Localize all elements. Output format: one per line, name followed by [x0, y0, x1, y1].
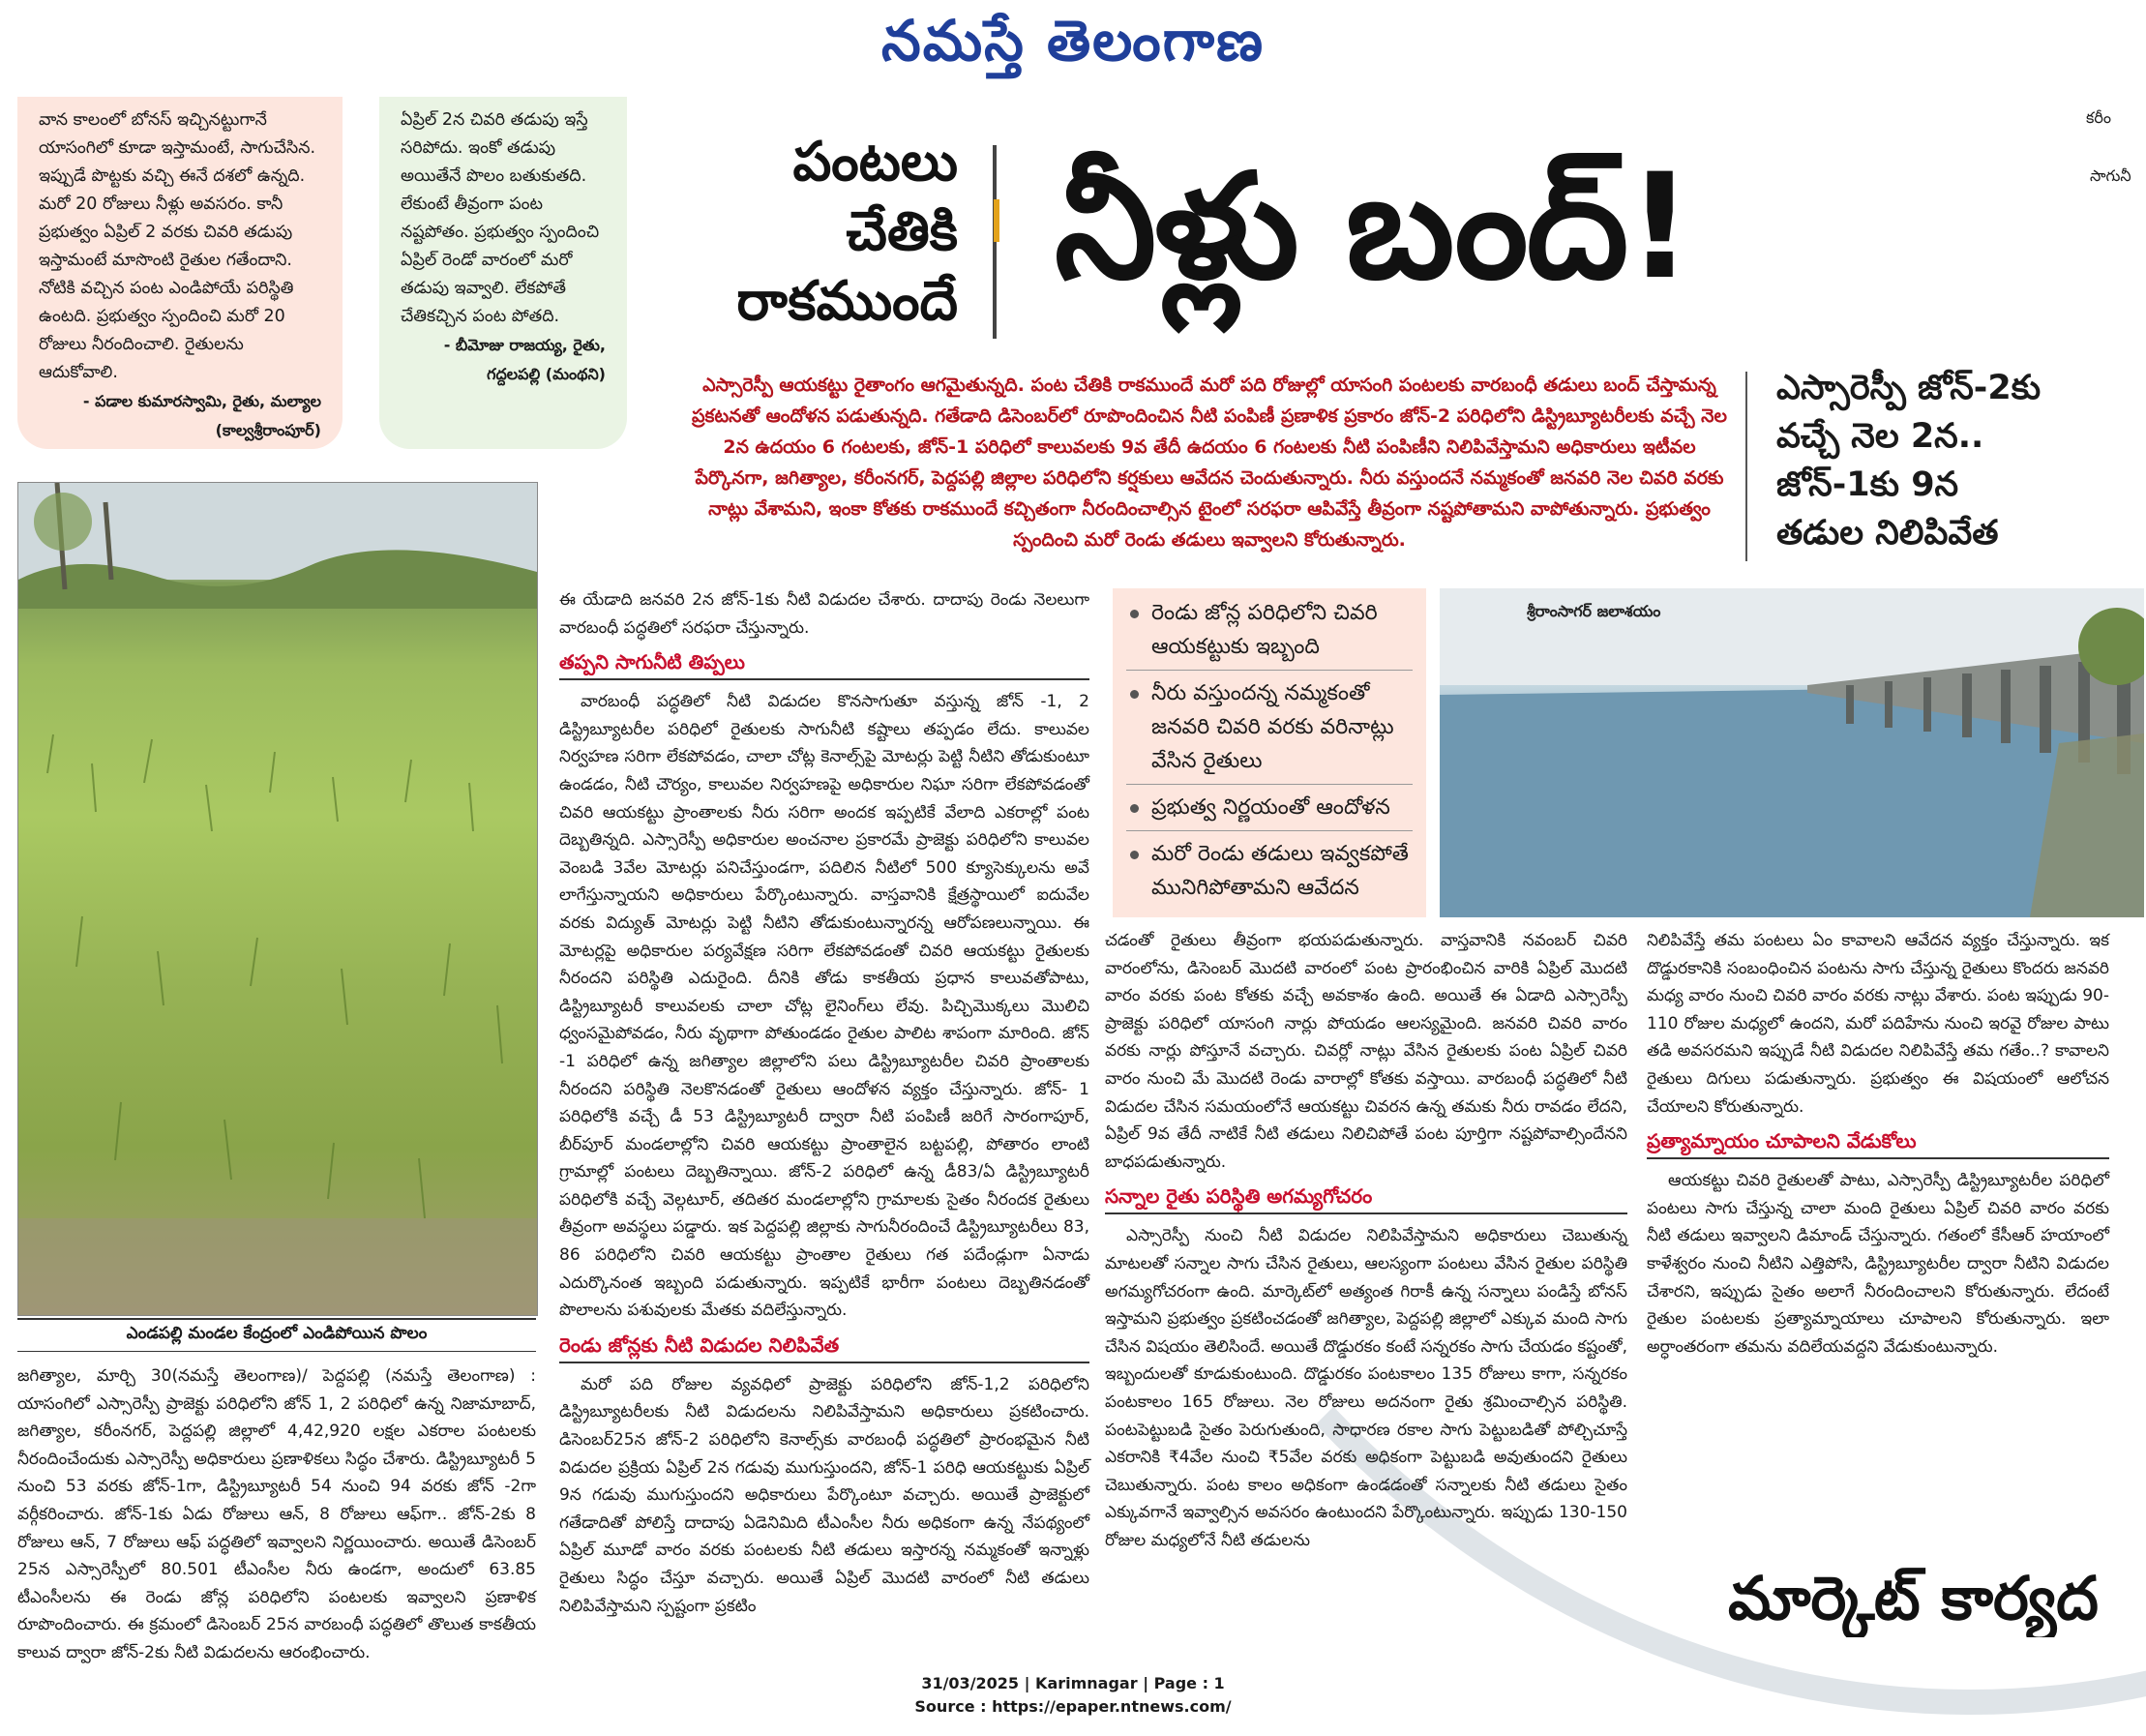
- subheading: తప్పని సాగునీటి తిప్పలు: [559, 647, 1089, 680]
- photo-caption: ఎండపల్లి మండల కేంద్రంలో ఎండిపోయిన పొలం: [17, 1318, 536, 1352]
- subheading: ప్రత్యామ్నాయం చూపాలని వేడుకోలు: [1647, 1126, 2109, 1159]
- farmer-quote-left: [17, 97, 343, 449]
- headline-kicker: [648, 128, 958, 337]
- side-headline: [1776, 364, 2067, 557]
- kicker-line: పంటలు: [792, 131, 958, 194]
- side-head-line: ఎస్సారెస్పీ జోన్-2కు: [1776, 369, 2042, 407]
- article-paragraph: చడంతో రైతులు తీవ్రంగా భయపడుతున్నారు. వాస్తవానికి నవంబర్ చివరి వారంలోను, డిసెంబర్ మొదటి వారంలో పంట ప్రారంభించిన వారికి ఏప్రిల్ మొదటి వారం వరకు పంట కోతకు వచ్చే అవకాశం ఉంది. అయితే ఈ ఏడాది ఎస్సారెస్పీ ప్రాజెక్టు పరిధిలో యాసంగి నార్లు పోయడం ఆలస్యమైంది. జనవరి చివరి వారం వరకు నార్లు పోస్తూనే వచ్చారు. చివర్లో నాట్లు వేసిన రైతులకు పంట ఏప్రిల్ చివరి వారం నుంచి మే మొదటి రెండు వారాల్లో కోతకు వస్తాయి. వారబంధీ పద్ధతిలో నీటి విడుదల చేసిన సమయంలోనే ఆయకట్టు చివరన ఉన్న తమకు నీరు రావడం లేదని, ఏప్రిల్ 9వ తేదీ నాటికే నీటి తడులు నిలిచిపోతే పంట పూర్తిగా నష్టపోవాల్సిందేనని బాధపడుతున్నారు.: [1105, 931, 1627, 1172]
- quote-text: ఏప్రిల్ 2న చివరి తడుపు ఇస్తే సరిపోదు. ఇంకో తడుపు అయితేనే పొలం బతుకుతది. లేకుంటే తీవ్రంగా పంట నష్టపోతం. ప్రభుత్వం స్పందించి ఏప్రిల్ రెండో వారంలో మరో తడుపు ఇవ్వాలి. లేకపోతే చేతికచ్చిన పంట పోతది.: [401, 110, 600, 326]
- quote-attribution: - బీమోజు రాజయ్య, రైతు, గద్దలపల్లి (మంథని): [443, 336, 606, 383]
- kicker-accent: [994, 199, 999, 242]
- field-photo-art: [18, 483, 537, 1315]
- next-article-headline: మార్కెట్ కార్యద: [1728, 1563, 2099, 1633]
- dried-field-photo: [17, 482, 538, 1316]
- side-head-divider: [1745, 372, 1747, 561]
- article-paragraph: ఎస్సారెస్పీ నుంచి నీటి విడుదల నిలిపివేస్తామని అధికారులు చెబుతున్న మాటలతో సన్నాల సాగు చేసిన రైతులు, ఆలస్యంగా పంటలు వేసిన రైతుల పరిస్థితి అగమ్యగోచరంగా ఉంది. మార్కెట్‌లో అత్యంత గిరాకీ ఉన్న సన్నాలు పండిస్తే బోనస్ ఇస్తామని ప్రభుత్వం ప్రకటించడంతో జగిత్యాల, పెద్దపల్లి జిల్లాలో ఎక్కువ మంది సాగు చేసిన విషయం తెలిసిందే. అయితే దొడ్డురకం కంటే సన్నరకం సాగు చేయడం కష్టంతో, ఇబ్బందులతో కూడుకుంటుంది. దొడ్డురకం పంటకాలం 135 రోజులు కాగా, సన్నరకం పంటకాలం 165 రోజులు. నెల రోజులు అదనంగా రైతు శ్రమించాల్సిన పరిస్థితి. పంటపెట్టుబడి సైతం పెరుగుతుంది, సాధారణ రకాల సాగు పెట్టుబడితో పోల్చిచూస్తే ఎకరానికి ₹4వేల నుంచి ₹5వేల వరకు అధికంగా పెట్టుబడి అవుతుందని రైతులు చెబుతున్నారు. పంట కాలం అధికంగా ఉండడంతో సన్నాలకు నీటి తడులు సైతం ఎక్కువగానే ఇవ్వాల్సిన అవసరం ఉంటుందని పేర్కొంటున్నారు. ఇప్పుడు 130-150 రోజుల మధ్యలోనే నీటి తడులను: [1105, 1226, 1627, 1550]
- article-paragraph: ఈ యేడాది జనవరి 2న జోన్-1కు నీటి విడుదల చేశారు. దాదాపు రెండు నెలలుగా వారబంధీ పద్ధతిలో సరఫరా చేస్తున్నారు.: [559, 590, 1089, 638]
- page-footer: [0, 1672, 2146, 1719]
- highlight-item: ప్రభుత్వ నిర్ణయంతో ఆందోళన: [1126, 791, 1413, 831]
- footer-source-line: Source : https://epaper.ntnews.com/: [914, 1697, 1232, 1716]
- article-paragraph: ఆయకట్టు చివరి రైతులతో పాటు, ఎస్సారెస్పీ డిస్ట్రిబ్యూటరీల పరిధిలో పంటలు సాగు చేస్తున్న చాలా మంది రైతులు ఏప్రిల్ చివరి వారం వరకు నీటి తడులు ఇవ్వాలని డిమాండ్ చేస్తున్నారు. గతంలో కేసీఆర్ హయాంలో కాళేశ్వరం నుంచి నీటిని ఎత్తిపోసి, డిస్ట్రిబ్యూటరీల ద్వారా నీటిని విడుదల చేశారని, ఇప్పుడు సైతం అలాగే నీరందించాలని కోరుతున్నారు. లేదంటే రైతుల పంటలకు ప్రత్యామ్నాయాలు చూపాలని కోరుతున్నారు. ఇలా అర్ధాంతరంగా తమను వదిలేయవద్దని వేడుకుంటున్నారు.: [1647, 1171, 2109, 1357]
- article-deck: ఎస్సారెస్పీ ఆయకట్టు రైతాంగం ఆగమైతున్నది. పంట చేతికి రాకముందే మరో పది రోజుల్లో యాసంగి పంటలకు వారబంధీ తడులు బంద్ చేస్తామన్న ప్రకటనతో ఆందోళన పడుతున్నది. గతేడాది డిసెంబర్‌లో రూపొందించిన నీటి పంపిణీ ప్రణాళిక ప్రకారం జోన్-2 పరిధిలోని డిస్ట్రిబ్యూటరీలకు వచ్చే నెల 2న ఉదయం 6 గంటలకు, జోన్-1 పరిధిలో కాలువలకు 9వ తేదీ ఉదయం 6 గంటలకు నీటి పంపిణీని నిలిపివేస్తామని అధికారులు ఇటీవల పేర్కొనగా, జగిత్యాల, కరీంనగర్, పెద్దపల్లి జిల్లాల పరిధిలోని కర్షకులు ఆవేదన చెందుతున్నారు. నీరు వస్తుందనే నమ్మకంతో జనవరి నెల చివరి వరకు నాట్లు వేశామని, ఇంకా కోతకు రాకముందే కచ్చితంగా నీరందించాల్సిన టైంలో సరఫరా ఆపివేస్తే తీవ్రంగా నష్టపోతామని వాపోతున్నారు. ప్రభుత్వం స్పందించి మరో రెండు తడులు ఇవ్వాలని కోరుతున్నారు.: [692, 374, 1727, 551]
- highlights-box: [1113, 588, 1426, 917]
- article-paragraph: నిలిపివేస్తే తమ పంటలు ఏం కావాలని ఆవేదన వ్యక్తం చేస్తున్నారు. ఇక దొడ్డురకానికి సంబంధించిన పంటను సాగు చేస్తున్న రైతులు కొందరు జనవరి మధ్య వారం నుంచి చివరి వారం వరకు నాట్లు వేశారు. పంట ఇప్పుడు 90-110 రోజుల మధ్యలో ఉందని, మరో పదిహేను నుంచి ఇరవై రోజుల పాటు తడి అవసరమని ఇప్పుడే నీటి విడుదల నిలిపివేస్తే తమ గతేం..? కావాలని రైతులు దిగులు పడుతున్నారు. ప్రభుత్వం ఈ విషయంలో ఆలోచన చేయాలని కోరుతున్నారు.: [1647, 931, 2109, 1117]
- article-paragraph: జగిత్యాల, మార్చి 30(నమస్తే తెలంగాణ)/ పెద్దపల్లి (నమస్తే తెలంగాణ) : యాసంగిలో ఎస్సారెస్పీ ప్రాజెక్టు పరిధిలోని జోన్ 1, 2 పరిధిలో ఉన్న నిజామాబాద్, జగిత్యాల, కరీంనగర్, పెద్దపల్లి జిల్లాలో 4,42,920 లక్షల ఎకరాల పంటలకు నీరందించేందుకు ఎస్సారెస్పీ అధికారులు ప్రణాళికలు సిద్ధం చేశారు. డిస్ట్రిబ్యూటరీ 5 నుంచి 53 వరకు జోన్-1గా, డిస్ట్రిబ్యూటరీ 54 నుంచి 94 వరకు జోన్ -2గా వర్గీకరించారు. జోన్-1కు ఏడు రోజులు ఆన్, 8 రోజులు ఆఫ్‌గా.. జోన్-2కు 8 రోజులు ఆన్, 7 రోజులు ఆఫ్ పద్ధతిలో ఇవ్వాలని నిర్ణయించారు. అయితే డిసెంబర్ 25న ఎస్సారెస్పీలో 80.501 టీఎంసీల నీరు ఉండగా, అందులో 63.85 టీఎంసీలను ఈ రెండు జోన్ల పరిధిలోని పంటలకు ఇవ్వాలని ప్రణాళిక రూపొందించారు. ఈ క్రమంలో డిసెంబర్ 25న వారబంధీ పద్ధతిలో తొలుత కాకతీయ కాలువ ద్వారా జోన్-2కు నీటి విడుదలను ఆరంభించారు.: [17, 1366, 536, 1662]
- highlight-item: రెండు జోన్ల పరిధిలోని చివరి ఆయకట్టుకు ఇబ్బంది: [1126, 596, 1413, 671]
- headline-main: నీళ్లు బంద్!: [1055, 143, 1691, 312]
- farmer-quote-right: [379, 97, 627, 449]
- side-head-line: వచ్చే నెల 2న..: [1776, 417, 1984, 456]
- right-edge-text: కరీం: [2086, 108, 2111, 127]
- article-column-2: [559, 586, 1089, 1620]
- article-column-4: [1647, 927, 2109, 1361]
- kicker-line: రాకముందే: [736, 270, 958, 333]
- side-head-line: జోన్-1కు 9న: [1776, 465, 1959, 504]
- article-paragraph: వారబంధీ పద్ధతిలో నీటి విడుదల కొనసాగుతూ వస్తున్న జోన్ -1, 2 డిస్ట్రిబ్యూటరీల పరిధిలో రైతులకు సాగునీటి కష్టాలు తప్పడం లేదు. కాలువల నిర్వహణ సరిగా లేకపోవడం, చాలా చోట్ల కెనాల్స్‌పై మోటర్లు పెట్టి నీటిని తోడుకుంటూ ఉండడం, నీటి చౌర్యం, కాలువల నిర్వహణపై అధికారుల నిఘా సరిగా లేకపోవడంతో చివరి ఆయకట్టు ప్రాంతాలకు నీరు సరిగా అందక ఇప్పటికే వేలాది ఎకరాల్లో పంట దెబ్బతిన్నది. ఎస్సారెస్పీ అధికారుల అంచనాల ప్రకారమే ప్రాజెక్టు పరిధిలోని కాలువల వెంబడి 3వేల మోటర్లు పనిచేస్తుండగా, పదిలిన నీటిలో 500 క్యూసెక్కులను అవే లాగేస్తున్నాయని అధికారులు పేర్కొంటున్నారు. వాస్తవానికి క్షేత్రస్థాయిలో ఐదువేల వరకు విద్యుత్ మోటర్లు పెట్టి నీటిని తోడుకుంటున్నారన్న ఆరోపణలున్నాయి. ఈ మోటర్లపై అధికారుల పర్యవేక్షణ సరిగా లేకపోవడంతో చివరి ఆయకట్టు రైతులకు నీరందని పరిస్థితి ఎదురైంది. దీనికి తోడు కాకతీయ ప్రధాన కాలువతోపాటు, డిస్ట్రిబ్యూటరీ కాలువలకు చాలా చోట్ల లైనింగ్‌లు లేవు. పిచ్చిమొక్కలు మొలిచి ధ్వంసమైపోవడం, నీరు వృథాగా పోతుండడం రైతుల పాలిట శాపంగా మారింది. జోన్ -1 పరిధిలో ఉన్న జగిత్యాల జిల్లాలోని పలు డిస్ట్రిబ్యూటరీల చివరి ప్రాంతాలకు నీరందని పరిస్థితి నెలకొనడంతో రైతులు ఆందోళన వ్యక్తం చేస్తున్నారు. జోన్- 1 పరిధిలోకి వచ్చే డీ 53 డిస్ట్రిబ్యూటరీ ద్వారా నీటి పంపిణీ జరిగే సారంగాపూర్, బీర్‌పూర్ మండలాల్లోని చివరి ఆయకట్టు ప్రాంతాలైన బట్టపల్లి, పోతారం లాంటి గ్రామాల్లో పంటలు దెబ్బతిన్నాయి. జోన్-2 పరిధిలో ఉన్న డీ83/ఏ డిస్ట్రిబ్యూటరీ పరిధిలోకి వచ్చే వెల్గటూర్, తదితర మండలాల్లోని గ్రామాలకు సైతం నీరందక రైతులు తీవ్రంగా అవస్థలు పడ్డారు. ఇక పెద్దపల్లి జిల్లాకు సాగునీరందించే డిస్ట్రిబ్యూటరీలు 83, 86 పరిధిలోని చివరి ఆయకట్టు ప్రాంతాల రైతులు గత పదేండ్లుగా ఏనాడు ఎదుర్కొనంత ఇబ్బంది పడుతున్నారు. ఇప్పటికే భారీగా పంటలు దెబ్బతినడంతో పొలాలను పశువులకు మేతకు వదిలేస్తున్నారు.: [559, 692, 1089, 1321]
- highlight-item: మరో రెండు తడులు ఇవ్వకపోతే మునిగిపోతామని ఆవేదన: [1126, 837, 1413, 911]
- kicker-divider: [993, 145, 997, 339]
- side-head-line: తడుల నిలిపివేత: [1776, 514, 1999, 553]
- right-edge-text: సాగునీ: [2090, 166, 2131, 185]
- kicker-line: చేతికి: [846, 200, 958, 263]
- article-paragraph: మరో పది రోజుల వ్యవధిలో ప్రాజెక్టు పరిధిలోని జోన్-1,2 పరిధిలోని డిస్ట్రిబ్యూటరీలకు నీటి విడుదలను నిలిపివేస్తామని అధికారులు ప్రకటించారు. డిసెంబర్25న జోన్-2 పరిధిలోని కెనాల్స్‌కు వారబంధీ పద్ధతిలో ప్రారంభమైన నీటి విడుదల ప్రక్రియ ఏప్రిల్ 2న గడువు ముగుస్తుందని, జోన్-1 పరిధి ఆయకట్టుకు ఏప్రిల్ 9న గడువు ముగుస్తుందని అధికారులు పేర్కొంటూ వచ్చారు. అయితే ప్రాజెక్టులో గతేడాదితో పోలిస్తే దాదాపు ఏడెనిమిది టీఎంసీల నీరు అధికంగా ఉన్న నేపథ్యంలో ఏప్రిల్ మూడో వారం వరకు పంటలకు నీటి తడులు ఇస్తారన్న నమ్మకంతో ఇన్నాళ్లు రైతులు సిద్ధం చేస్తూ వచ్చారు. అయితే ఏప్రిల్ మొదటి వారంలో నీటి తడులు నిలిపివేస్తామని స్పష్టంగా ప్రకటిం: [559, 1374, 1089, 1616]
- article-column-1: [17, 1362, 536, 1667]
- quote-text: వాన కాలంలో బోనస్ ఇచ్చినట్టుగానే యాసంగిలో కూడా ఇస్తామంటే, సాగుచేసిన. ఇప్పుడే పొట్టకు వచ్చి ఈనే దశలో ఉన్నది. మరో 20 రోజులు నీళ్లు అవసరం. కానీ ప్రభుత్వం ఏప్రిల్ 2 వరకు చివరి తడుపు ఇస్తామంటే మాసొంటి రైతుల గతేందాని. నోటికి వచ్చిన పంట ఎండిపోయే పరిస్థితి ఉంటది. ప్రభుత్వం స్పందించి మరో 20 రోజులు నీరందించాలి. రైతులను ఆదుకోవాలి.: [39, 110, 316, 382]
- masthead: నమస్తే తెలంగాణ: [881, 8, 1265, 74]
- photo-caption: శ్రీరాంసాగర్ జలాశయం: [1527, 602, 1661, 620]
- subheading: రెండు జోన్లకు నీటి విడుదల నిలిపివేత: [559, 1331, 1089, 1363]
- subheading: సన్నాల రైతు పరిస్థితి అగమ్యగోచరం: [1105, 1182, 1627, 1214]
- footer-date-line: 31/03/2025 | Karimnagar | Page : 1: [921, 1674, 1225, 1692]
- highlight-item: నీరు వస్తుందన్న నమ్మకంతో జనవరి చివరి వరకు వరినాట్లు వేసిన రైతులు: [1126, 676, 1413, 785]
- reservoir-photo: [1440, 588, 2144, 917]
- article-column-3: [1105, 927, 1627, 1554]
- quote-attribution: - పడాల కుమారస్వామి, రైతు, మల్యాల (కాల్వశ్రీరాంపూర్): [82, 392, 321, 439]
- reservoir-photo-art: [1440, 588, 2144, 917]
